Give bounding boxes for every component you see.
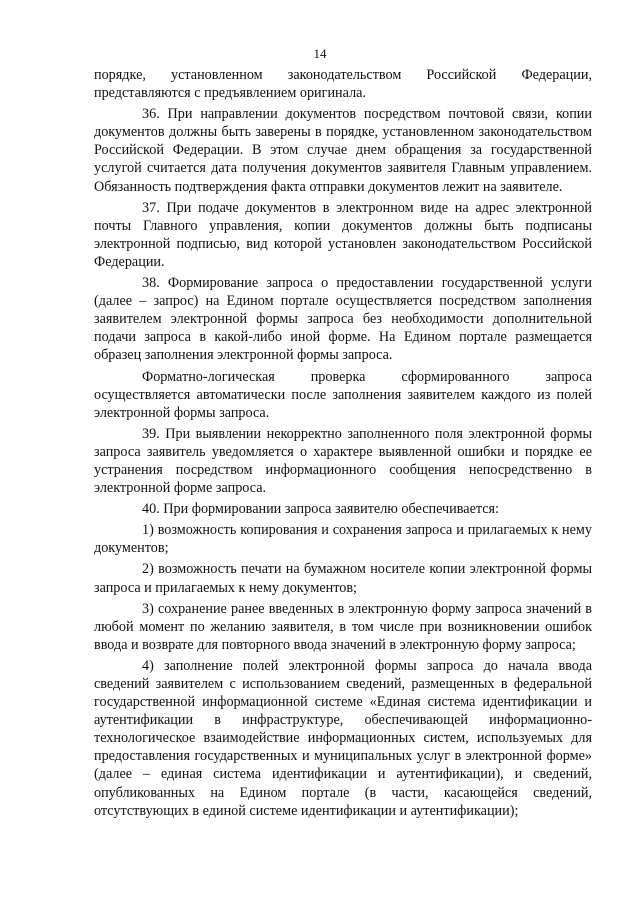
- list-item-4: 4) заполнение полей электронной формы запроса до начала ввода сведений заявителем с использованием сведений, размещенных в федеральной государственной информационной системе «Единая система идентификации и аутентификации в инфраструктуре, обеспечивающей информационно-технологическое взаимодействие информационных систем, используемых для предоставления государственных и муниципальных услуг в электронной форме» (далее – единая система идентификации и аутентификации), и сведений, опубликованных на Едином портале (в части, касающейся сведений, отсутствующих в единой системе идентификации и аутентификации);: [94, 657, 592, 819]
- list-item-2: 2) возможность печати на бумажном носителе копии электронной формы запроса и прилагаемых к нему документов;: [94, 561, 592, 596]
- paragraph-continuation: порядке, установленном законодательством Российской Федерации, представляются с предъявлением оригинала.: [94, 67, 592, 102]
- list-item-3: 3) сохранение ранее введенных в электронную форму запроса значений в любой момент по желанию заявителя, в том числе при возникновении ошибок ввода и возврате для повторного ввода значений в электронную форму запроса;: [94, 600, 592, 653]
- paragraph-37: 37. При подаче документов в электронном виде на адрес электронной почты Главного управления, копии документов должны быть подписаны электронной подписью, вид которой установлен законодательством Российской Федерации.: [94, 199, 592, 270]
- page-number: 14: [313, 46, 327, 61]
- paragraph-36: 36. При направлении документов посредством почтовой связи, копии документов должны быть заверены в порядке, установленном законодательством Российской Федерации. В этом случае днем обращения за государственной услугой считается дата получения документов заявителя Главным управлением. Обязанность подтверждения факта отправки документов лежит на заявителе.: [94, 106, 592, 195]
- paragraph-38: 38. Формирование запроса о предоставлении государственной услуги (далее – запрос) на Едином портале осуществляется посредством заполнения заявителем электронной формы запроса без необходимости дополнительной подачи запроса в какой-либо иной форме. На Едином портале размещается образец заполнения электронной формы запроса.: [94, 275, 592, 364]
- paragraph-40: 40. При формировании запроса заявителю обеспечивается:: [142, 501, 500, 518]
- paragraph-39: 39. При выявлении некорректно заполненного поля электронной формы запроса заявитель уведомляется о характере выявленной ошибки и порядке ее устранения посредством информационного сообщения непосредственно в электронной форме запроса.: [94, 425, 592, 497]
- document-body: [94, 66, 592, 820]
- paragraph-format-check: Форматно-логическая проверка сформированного запроса осуществляется автоматически после заполнения заявителем каждого из полей электронной формы запроса.: [94, 368, 592, 421]
- list-item-1: 1) возможность копирования и сохранения запроса и прилагаемых к нему документов;: [94, 522, 592, 557]
